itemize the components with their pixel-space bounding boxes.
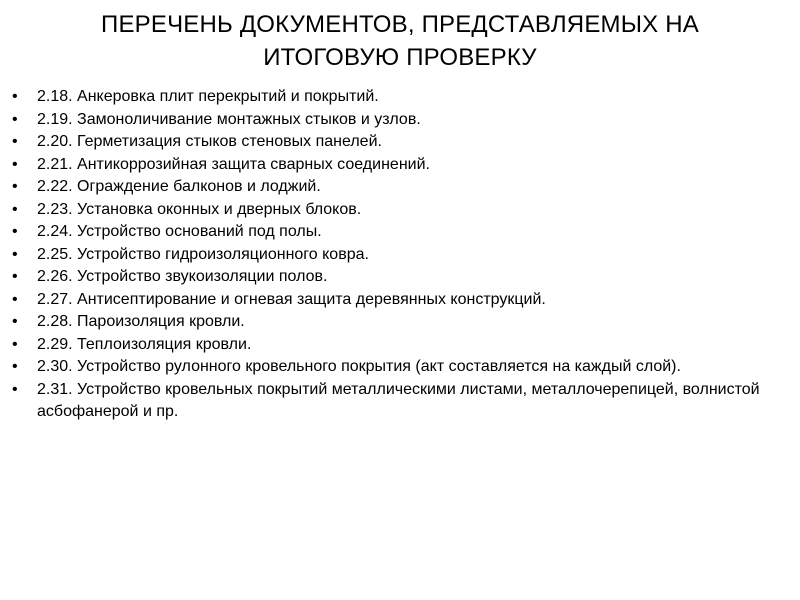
bullet-icon: • xyxy=(12,88,18,105)
list-item-text: 2.22. Ограждение балконов и лоджий. xyxy=(37,178,321,195)
list-item-text: 2.18. Анкеровка плит перекрытий и покрытий. xyxy=(37,88,379,105)
list-item xyxy=(12,311,792,334)
bullet-icon: • xyxy=(12,358,18,375)
page-title: ПЕРЕЧЕНЬ ДОКУМЕНТОВ, ПРЕДСТАВЛЯЕМЫХ НА ИТОГОВУЮ ПРОВЕРКУ xyxy=(101,11,699,71)
bullet-icon: • xyxy=(12,178,18,195)
list-item-text: 2.19. Замоноличивание монтажных стыков и узлов. xyxy=(37,110,421,128)
list-item-text: 2.25. Устройство гидроизоляционного ковра. xyxy=(37,245,369,263)
bullet-icon: • xyxy=(12,268,18,285)
bullet-icon: • xyxy=(12,245,18,263)
list-item-text: 2.29. Теплоизоляция кровли. xyxy=(37,335,252,353)
list-item-text: 2.20. Герметизация стыков стеновых панелей. xyxy=(37,133,382,150)
list-item xyxy=(12,266,792,289)
bullet-icon: • xyxy=(12,200,18,218)
list-item-text: 2.23. Установка оконных и дверных блоков. xyxy=(37,200,362,218)
list-item-text: 2.26. Устройство звукоизоляции полов. xyxy=(37,268,328,285)
list-item xyxy=(12,221,792,244)
bullet-icon: • xyxy=(12,223,18,240)
list-item xyxy=(12,109,792,132)
list-item-text: 2.28. Пароизоляция кровли. xyxy=(37,313,245,330)
list-item xyxy=(12,356,792,379)
bullet-icon: • xyxy=(12,380,18,398)
list-item xyxy=(12,86,792,109)
list-item-text: 2.31. Устройство кровельных покрытий металлическими листами, металлочерепицей, волнистой асбофанерой и пр. xyxy=(37,380,760,420)
list-item-text: 2.24. Устройство оснований под полы. xyxy=(37,223,322,240)
bullet-icon: • xyxy=(12,155,18,173)
bullet-icon: • xyxy=(12,313,18,330)
list-item-text: 2.27. Антисептирование и огневая защита деревянных конструкций. xyxy=(37,290,546,308)
list-item-text: 2.30. Устройство рулонного кровельного покрытия (акт составляется на каждый слой). xyxy=(37,358,681,375)
bullet-icon: • xyxy=(12,133,18,150)
list-item xyxy=(12,334,792,357)
bullet-icon: • xyxy=(12,110,18,128)
bullet-icon: • xyxy=(12,335,18,353)
list-item xyxy=(12,131,792,154)
list-item-text: 2.21. Антикоррозийная защита сварных соединений. xyxy=(37,155,430,173)
list-item xyxy=(12,244,792,267)
list-item xyxy=(12,154,792,177)
document-list xyxy=(12,86,792,424)
list-item xyxy=(12,379,792,424)
list-item xyxy=(12,176,792,199)
list-item xyxy=(12,289,792,312)
bullet-icon: • xyxy=(12,290,18,308)
list-item xyxy=(12,199,792,222)
